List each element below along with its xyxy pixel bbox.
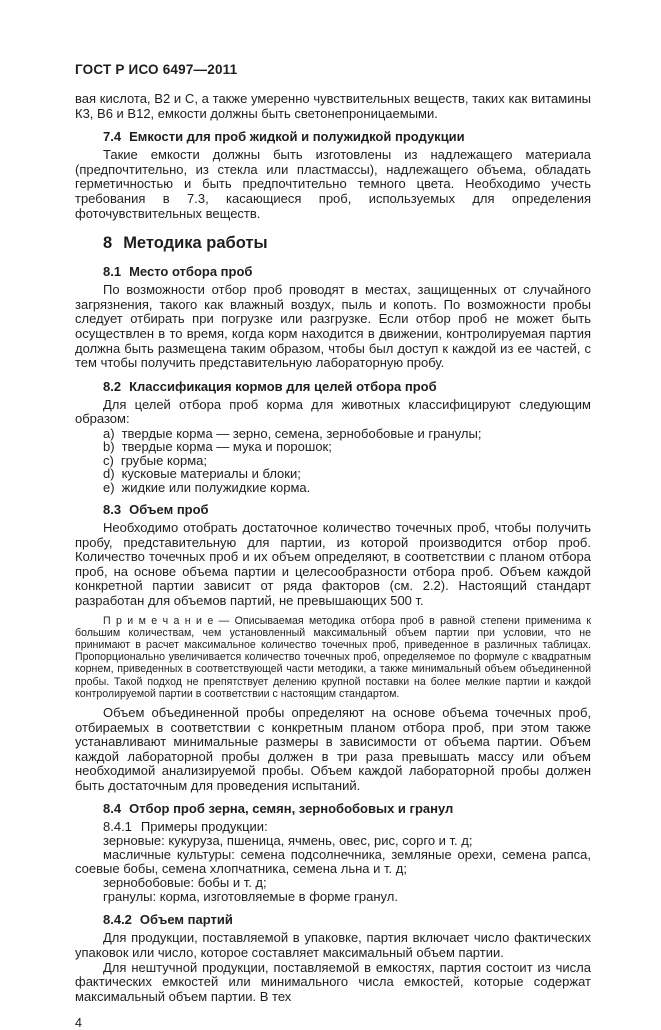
running-header-standard-number: ГОСТ Р ИСО 6497—2011 xyxy=(75,62,238,77)
paragraph-7-4: Такие емкости должны быть изготовлены из надлежащего материала (предпочтительно, из стекла или пластмассы), надлежащего объема, обладать герметичностью и быть предпочтительно темного цвета. Необходимо учесть требования в 7.3, касающиеся проб, используемых для определения фоточувствительных веществ. xyxy=(75,147,591,221)
subclause-8-4-1-title: Примеры продукции: xyxy=(140,819,268,835)
list-text-a: твердые корма — зерно, семена, зернобобовые и гранулы; xyxy=(121,425,482,441)
heading-8-2-title: Классификация кормов для целей отбора проб xyxy=(129,378,437,394)
list-text-c: грубые корма; xyxy=(120,452,208,468)
paragraph-8-4-2-first: Для продукции, поставляемой в упаковке, партия включает число фактических упаковок или число, которое составляет максимальный объем партии. xyxy=(75,930,591,961)
paragraph-8-4-2-second: Для нештучной продукции, поставляемой в емкостях, партия состоит из числа фактических емкостей или минимального числа емкостей, которые содержат максимальный объем партии. В тех xyxy=(75,959,591,1004)
heading-8 xyxy=(75,234,591,253)
list-item-e xyxy=(75,481,591,494)
list-item-b xyxy=(75,440,591,453)
list-marker-e: e) xyxy=(103,479,115,495)
list-item-a xyxy=(75,427,591,440)
heading-8-3 xyxy=(75,502,591,517)
list-text-d: кусковые материалы и блоки; xyxy=(121,466,301,482)
list-item-d xyxy=(75,467,591,480)
page-content xyxy=(75,62,591,1030)
heading-8-2-number: 8.2 xyxy=(103,378,122,394)
paragraph-8-3: Необходимо отобрать достаточное количество точечных проб, чтобы получить пробу, представительную для партии, из которой производится отбор проб. Количество точечных проб и их объем определяют, в соответствии с планом отбора проб, на основе объема партии и целесообразности отбора проб. Объем каждой конкретной партии зависит от ряда факторов (см. 2.2). Настоящий стандарт разработан для объемов партий, не превышающих 500 т. xyxy=(75,519,591,608)
heading-8-2 xyxy=(75,379,591,394)
paragraph-continuation: вая кислота, В2 и С, а также умеренно чувствительных веществ, таких как витамины К3, В6 и В12, емкости должны быть светонепроницаемыми. xyxy=(75,91,591,121)
product-line-pellets: гранулы: корма, изготовляемые в форме гранул. xyxy=(103,889,398,905)
heading-8-4-number: 8.4 xyxy=(103,801,122,817)
note-paragraph: П р и м е ч а н и е — Описываемая методика отбора проб в равной степени применима к большим количествам, чем установленный максимальный объем партии при условии, что не принимают в расчет максимальное количество точечных проб, приведенное в различных таблицах. Пропорционально увеличивается количество точечных проб, определяемое по формуле с квадратным корнем, приведенных в соответствующей части методики, а также минимальный объем объединенной пробы. Такой подход не препятствует делению крупной поставки на более мелкие партии и каждой контролируемой партии в соответствии с настоящим стандартом. xyxy=(75,614,591,700)
page-number: 4 xyxy=(75,1016,82,1030)
heading-8-4-2 xyxy=(75,912,591,927)
heading-8-3-title: Объем проб xyxy=(129,501,209,517)
list-text-b: твердые корма — мука и порошок; xyxy=(121,439,332,455)
paragraph-8-3-second: Объем объединенной пробы определяют на основе объема точечных проб, отбираемых в соответствии с конкретным планом отбора проб, при этом также устанавливают минимальные размеры в зависимости от объема партии. Объем каждой лабораторной пробы должен в три раза превышать массу или объем необходимой анализируемой пробы. Объем каждой лабораторной пробы должен быть достаточным для проведения испытаний. xyxy=(75,704,591,793)
subclause-8-4-1-number: 8.4.1 xyxy=(103,819,132,835)
product-line-pulses: зернобобовые: бобы и т. д; xyxy=(103,875,267,891)
heading-7-4-number: 7.4 xyxy=(103,129,122,145)
list-item-c xyxy=(75,454,591,467)
product-line-cereals: зерновые: кукуруза, пшеница, ячмень, овес, рис, сорго и т. д; xyxy=(103,833,473,849)
paragraph-8-1: По возможности отбор проб проводят в местах, защищенных от случайного загрязнения, такого как влажный воздух, пыль и копоть. По возможности пробы следует отбирать при погрузке или разгрузке. Если отбор проб не может быть осуществлен в то время, когда корм находится в движении, контролируемая партия должна быть размещена таким образом, чтобы был доступ к каждой из ее частей, с тем чтобы получить представительную лабораторную пробу. xyxy=(75,282,591,371)
heading-7-4 xyxy=(75,129,591,144)
heading-8-4-title: Отбор проб зерна, семян, зернобобовых и гранул xyxy=(129,801,454,817)
heading-8-4 xyxy=(75,801,591,816)
paragraph-8-2-intro: Для целей отбора проб корма для животных классифицируют следующим образом: xyxy=(75,396,591,427)
list-marker-d: d) xyxy=(103,466,115,482)
heading-7-4-title: Емкости для проб жидкой и полужидкой продукции xyxy=(129,129,465,145)
heading-8-4-2-number: 8.4.2 xyxy=(103,912,132,928)
heading-8-1-title: Место отбора проб xyxy=(129,264,253,280)
heading-8-number: 8 xyxy=(103,234,113,253)
heading-8-1 xyxy=(75,264,591,279)
product-line-oilseeds: масличные культуры: семена подсолнечника, земляные орехи, семена рапса, соевые бобы, семена хлопчатника, семена льна и т. д; xyxy=(75,847,591,877)
heading-8-3-number: 8.3 xyxy=(103,501,122,517)
heading-8-1-number: 8.1 xyxy=(103,264,122,280)
heading-8-title: Методика работы xyxy=(123,234,268,253)
list-marker-a: a) xyxy=(103,425,115,441)
list-text-e: жидкие или полужидкие корма. xyxy=(121,479,311,495)
list-marker-b: b) xyxy=(103,439,115,455)
subclause-8-4-1 xyxy=(75,820,591,834)
list-marker-c: c) xyxy=(103,452,114,468)
heading-8-4-2-title: Объем партий xyxy=(139,912,233,928)
